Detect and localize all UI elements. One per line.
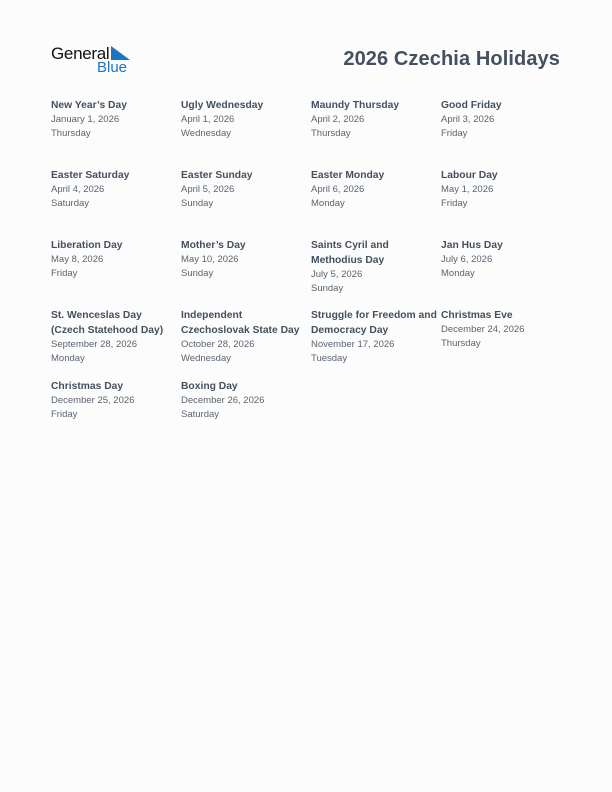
holiday-weekday: Monday bbox=[311, 198, 345, 209]
holiday-name: Saints Cyril and Methodius Day bbox=[311, 240, 389, 266]
holiday-entry bbox=[311, 168, 441, 238]
logo-text-general: General bbox=[51, 44, 110, 63]
holiday-date: November 17, 2026 bbox=[311, 339, 395, 350]
holiday-name: Mother’s Day bbox=[181, 240, 246, 251]
holiday-entry bbox=[441, 308, 571, 379]
logo-text-blue: Blue bbox=[97, 59, 128, 76]
holiday-name: Easter Sunday bbox=[181, 170, 253, 181]
holiday-entry bbox=[181, 308, 311, 379]
holiday-name: Good Friday bbox=[441, 100, 502, 111]
holiday-row bbox=[51, 379, 571, 449]
holiday-weekday: Sunday bbox=[181, 198, 214, 209]
holiday-date: January 1, 2026 bbox=[51, 114, 120, 125]
holiday-date: May 8, 2026 bbox=[51, 254, 104, 265]
holiday-name: Boxing Day bbox=[181, 381, 238, 392]
logo-triangle-icon bbox=[111, 46, 130, 60]
holiday-name: Independent Czechoslovak State Day bbox=[181, 310, 300, 336]
holiday-entry bbox=[181, 168, 311, 238]
holiday-name: New Year’s Day bbox=[51, 100, 127, 111]
holiday-entry bbox=[311, 308, 441, 379]
holiday-weekday: Sunday bbox=[311, 283, 344, 294]
holiday-row bbox=[51, 168, 571, 238]
holiday-name: Ugly Wednesday bbox=[181, 100, 264, 111]
holiday-entry bbox=[51, 238, 181, 308]
holiday-weekday: Monday bbox=[51, 353, 85, 364]
holiday-date: December 24, 2026 bbox=[441, 324, 525, 335]
holiday-weekday: Wednesday bbox=[181, 353, 231, 364]
holiday-name: Christmas Eve bbox=[441, 310, 513, 321]
holiday-name: Labour Day bbox=[441, 170, 498, 181]
holiday-date: April 4, 2026 bbox=[51, 184, 105, 195]
holiday-row bbox=[51, 238, 571, 308]
holiday-date: December 25, 2026 bbox=[51, 395, 135, 406]
holiday-entry bbox=[181, 98, 311, 168]
holiday-date: April 3, 2026 bbox=[441, 114, 495, 125]
holiday-entry bbox=[181, 238, 311, 308]
holiday-name: Liberation Day bbox=[51, 240, 123, 251]
holiday-weekday: Sunday bbox=[181, 268, 214, 279]
holiday-name: Struggle for Freedom and Democracy Day bbox=[311, 310, 437, 336]
holiday-date: May 10, 2026 bbox=[181, 254, 239, 265]
holiday-entry bbox=[181, 379, 311, 449]
holiday-weekday: Monday bbox=[441, 268, 475, 279]
holiday-weekday: Thursday bbox=[311, 128, 351, 139]
holiday-date: May 1, 2026 bbox=[441, 184, 494, 195]
holiday-row bbox=[51, 98, 571, 168]
holiday-name: Easter Saturday bbox=[51, 170, 130, 181]
holiday-entry bbox=[51, 98, 181, 168]
holiday-weekday: Wednesday bbox=[181, 128, 231, 139]
holiday-row bbox=[51, 308, 571, 379]
holiday-entry bbox=[441, 98, 571, 168]
generalblue-logo bbox=[51, 44, 133, 78]
holiday-name: Jan Hus Day bbox=[441, 240, 503, 251]
holiday-name: Maundy Thursday bbox=[311, 100, 400, 111]
holiday-entry bbox=[441, 168, 571, 238]
holiday-weekday: Thursday bbox=[441, 338, 481, 349]
holiday-name: St. Wenceslas Day (Czech Statehood Day) bbox=[51, 310, 164, 336]
holiday-date: October 28, 2026 bbox=[181, 339, 255, 350]
holiday-entry bbox=[441, 238, 571, 308]
holiday-date: July 6, 2026 bbox=[441, 254, 493, 265]
holiday-weekday: Friday bbox=[441, 128, 468, 139]
holiday-date: September 28, 2026 bbox=[51, 339, 138, 350]
holiday-entry bbox=[311, 98, 441, 168]
holiday-date: April 2, 2026 bbox=[311, 114, 365, 125]
holiday-entry bbox=[51, 168, 181, 238]
holiday-entry bbox=[51, 379, 181, 449]
holiday-date: April 1, 2026 bbox=[181, 114, 235, 125]
holiday-weekday: Thursday bbox=[51, 128, 91, 139]
holiday-name: Easter Monday bbox=[311, 170, 385, 181]
holiday-weekday: Friday bbox=[51, 409, 78, 420]
holiday-date: July 5, 2026 bbox=[311, 269, 363, 280]
holiday-date: April 6, 2026 bbox=[311, 184, 365, 195]
holiday-grid bbox=[51, 98, 571, 449]
holiday-weekday: Friday bbox=[51, 268, 78, 279]
holiday-date: April 5, 2026 bbox=[181, 184, 235, 195]
holiday-weekday: Saturday bbox=[181, 409, 220, 420]
holiday-weekday: Tuesday bbox=[311, 353, 348, 364]
holiday-weekday: Friday bbox=[441, 198, 468, 209]
page-title: 2026 Czechia Holidays bbox=[343, 48, 560, 70]
holiday-date: December 26, 2026 bbox=[181, 395, 265, 406]
holiday-entry bbox=[311, 238, 441, 308]
holiday-entry bbox=[51, 308, 181, 379]
holiday-name: Christmas Day bbox=[51, 381, 124, 392]
holiday-weekday: Saturday bbox=[51, 198, 90, 209]
